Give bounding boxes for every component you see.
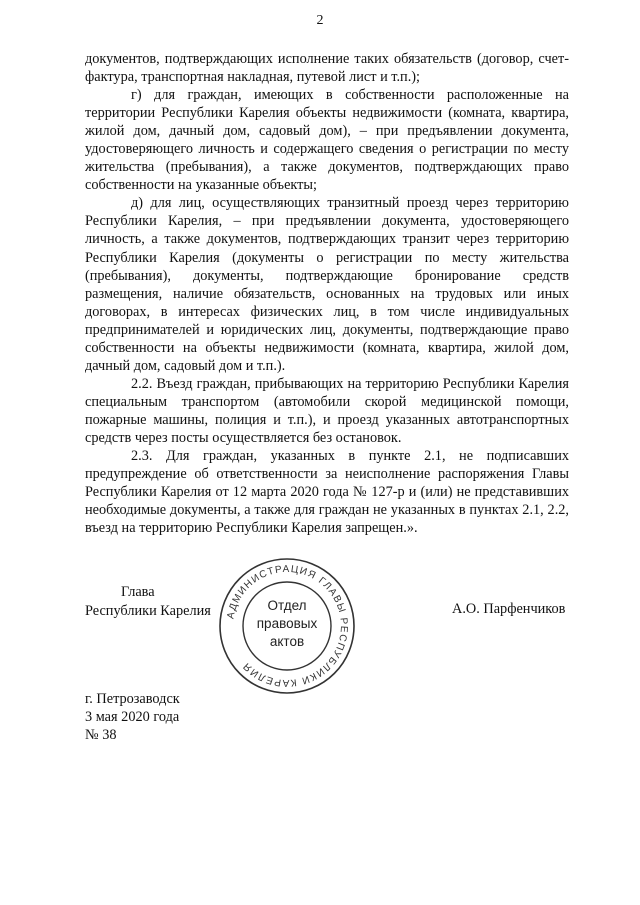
- stamp-line3: актов: [269, 634, 305, 649]
- stamp-line1: Отдел: [267, 598, 307, 613]
- document-body: [85, 50, 569, 537]
- paragraph-item-d: д) для лиц, осуществляющих транзитный проезд через территорию Республики Карелия, – при предъявлении документа, удостоверяющего личность, а также документов, подтверждающих транзит через территорию Республики Карелия (документы о регистрации по месту жительства (пребывания), документы, подтверждающие бронирование средств размещения, наличие обязательств, основанных на трудовых или иных договорах, в интересах физических лиц, в том числе индивидуальных предпринимателей и юридических лиц, документы, подтверждающие право собственности на объекты недвижимости (комната, квартира, жилой дом, дачный дом, садовый дом и т.п.).: [85, 195, 569, 374]
- stamp-seal-graphic: [216, 555, 358, 697]
- paragraph-item-g: г) для граждан, имеющих в собственности расположенные на территории Республики Карелия объекты недвижимости (комната, квартира, жилой дом, дачный дом, садовый дом), – при предъявлении документа, удостоверяющего личность и содержащего сведения о регистрации по месту жительства (пребывания), а также документов, подтверждающих право собственности на указанные объекты;: [85, 87, 569, 194]
- date: 3 мая 2020 года: [85, 709, 180, 725]
- stamp-line2: правовых: [256, 616, 318, 631]
- place-date-number: [85, 690, 180, 744]
- city: г. Петрозаводск: [85, 691, 180, 707]
- signature-title: [85, 583, 235, 621]
- official-stamp: [216, 555, 358, 697]
- paragraph-2-3: 2.3. Для граждан, указанных в пункте 2.1, не подписавших предупреждение об ответственности за неисполнение распоряжения Главы Республики Карелия от 12 марта 2020 года № 127-р и (или) не представивших необходимые документы, а также для граждан не указанных в пунктах 2.1, 2.2, въезд на территорию Республики Карелия запрещен.».: [85, 448, 569, 537]
- stamp-ring-text: АДМИНИСТРАЦИЯ ГЛАВЫ РЕСПУБЛИКИ КАРЕЛИЯ: [225, 563, 350, 689]
- document-number: № 38: [85, 727, 117, 743]
- signatory-name: А.О. Парфенчиков: [452, 601, 566, 617]
- signature-title-line1: Глава: [121, 584, 155, 600]
- paragraph-continuation: документов, подтверждающих исполнение таких обязательств (договор, счет-фактура, транспортная накладная, путевой лист и т.п.);: [85, 51, 569, 86]
- signature-title-line2: Республики Карелия: [85, 603, 211, 619]
- page-number: 2: [316, 13, 324, 28]
- paragraph-2-2: 2.2. Въезд граждан, прибывающих на территорию Республики Карелия специальным транспортом (автомобили скорой медицинской помощи, пожарные машины, полиция и т.п.), и проезд указанных автотранспортных средств через посты осуществляется без остановок.: [85, 375, 569, 446]
